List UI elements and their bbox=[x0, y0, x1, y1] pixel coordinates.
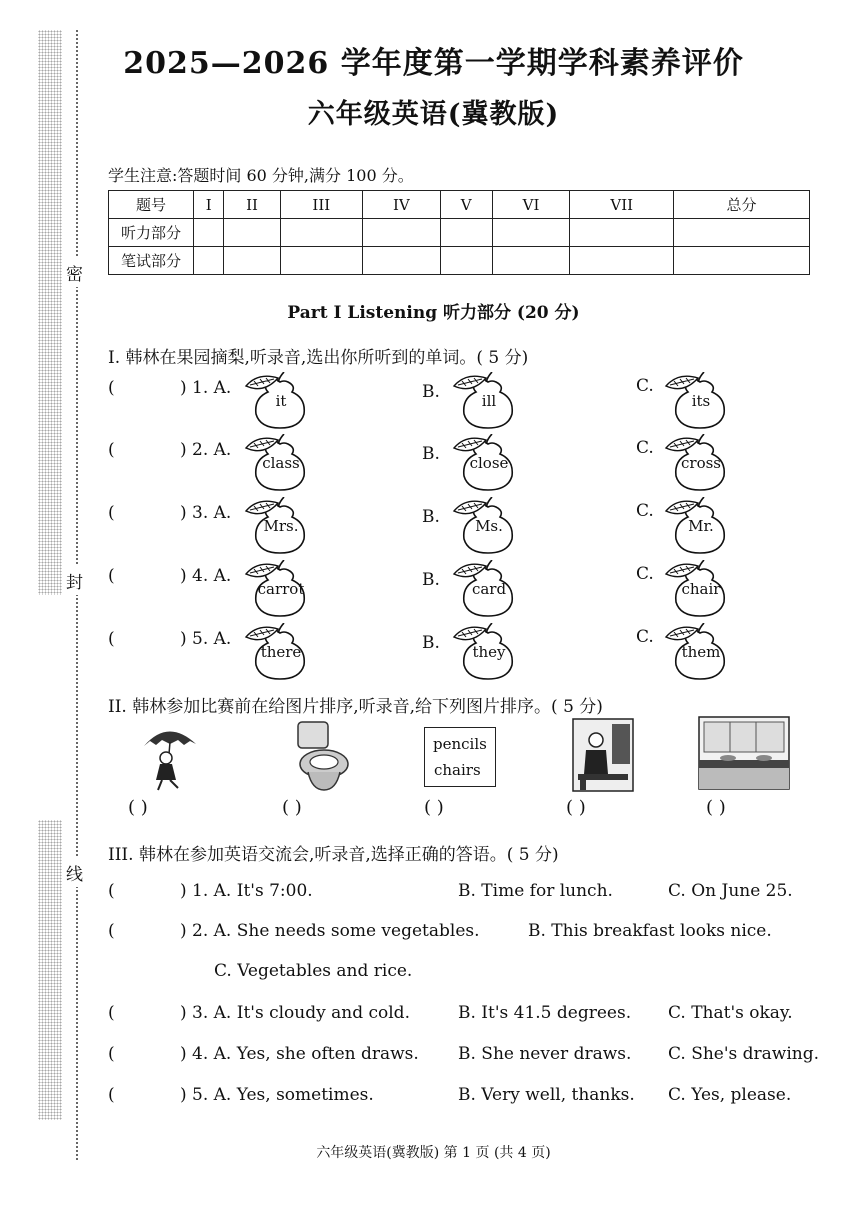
toilet-picture bbox=[288, 718, 352, 798]
q1-3-option-c-pear[interactable] bbox=[664, 497, 730, 553]
pear-word: they bbox=[472, 643, 506, 661]
q1-2-label-c: C. bbox=[636, 438, 654, 458]
table-header-cell: II bbox=[224, 191, 280, 219]
pear-word: ill bbox=[481, 392, 497, 410]
answer-blank-3[interactable]: ( ) bbox=[424, 797, 444, 818]
q1-4-option-b-pear[interactable] bbox=[452, 560, 518, 616]
q1-5-option-c-pear[interactable] bbox=[664, 623, 730, 679]
q3-1-option-c: C. On June 25. bbox=[668, 881, 793, 901]
q1-5-option-b-pear[interactable] bbox=[452, 623, 518, 679]
q3-5-option-a: ) 5. A. Yes, sometimes. bbox=[180, 1085, 374, 1105]
binding-char-mi: 密 bbox=[66, 258, 83, 287]
q3-3-option-c: C. That's okay. bbox=[668, 1003, 793, 1023]
card-word-pencils: pencils bbox=[433, 735, 487, 753]
q3-2-option-c: C. Vegetables and rice. bbox=[214, 961, 413, 981]
score-cell[interactable] bbox=[674, 247, 810, 275]
q3-3-open-paren[interactable]: ( bbox=[108, 1003, 115, 1023]
answer-blank-5[interactable]: ( ) bbox=[706, 797, 726, 818]
score-cell[interactable] bbox=[570, 219, 674, 247]
q1-5-open-paren[interactable]: ( bbox=[108, 629, 115, 649]
q1-5-label-c: C. bbox=[636, 627, 654, 647]
q1-3-number: ) 3. A. bbox=[180, 503, 232, 523]
office-worker-picture bbox=[572, 718, 634, 796]
q1-4-option-c-pear[interactable] bbox=[664, 560, 730, 616]
pear-word: Mr. bbox=[688, 517, 714, 535]
q3-2-open-paren[interactable]: ( bbox=[108, 921, 115, 941]
table-row bbox=[109, 247, 810, 275]
q3-5-open-paren[interactable]: ( bbox=[108, 1085, 115, 1105]
girl-umbrella-picture bbox=[138, 722, 202, 798]
q1-3-option-b-pear[interactable] bbox=[452, 497, 518, 553]
q3-5-option-b: B. Very well, thanks. bbox=[458, 1085, 635, 1105]
table-row-label: 笔试部分 bbox=[109, 247, 194, 275]
table-header-cell: I bbox=[194, 191, 224, 219]
score-cell[interactable] bbox=[492, 247, 570, 275]
q1-3-option-a-pear[interactable] bbox=[244, 497, 310, 553]
q1-4-number: ) 4. A. bbox=[180, 566, 232, 586]
q1-1-option-b-pear[interactable] bbox=[452, 372, 518, 428]
student-notice: 学生注意:答题时间 60 分钟,满分 100 分。 bbox=[108, 166, 414, 185]
pear-word: them bbox=[681, 643, 721, 661]
q3-4-option-b: B. She never draws. bbox=[458, 1044, 632, 1064]
score-cell[interactable] bbox=[674, 219, 810, 247]
score-cell[interactable] bbox=[440, 247, 492, 275]
card-word-chairs: chairs bbox=[434, 761, 481, 779]
q1-5-label-b: B. bbox=[422, 633, 440, 653]
score-cell[interactable] bbox=[440, 219, 492, 247]
q1-5-number: ) 5. A. bbox=[180, 629, 232, 649]
table-row-label: 听力部分 bbox=[109, 219, 194, 247]
q3-3-option-b: B. It's 41.5 degrees. bbox=[458, 1003, 632, 1023]
q1-4-option-a-pear[interactable] bbox=[244, 560, 310, 616]
score-cell[interactable] bbox=[194, 247, 224, 275]
q1-1-open-paren[interactable]: ( bbox=[108, 378, 115, 398]
score-table-header-row bbox=[109, 191, 810, 219]
q1-2-number: ) 2. A. bbox=[180, 440, 232, 460]
exam-subtitle: 六年级英语(冀教版) bbox=[307, 99, 560, 130]
part1-title: Part I Listening 听力部分 (20 分) bbox=[287, 303, 580, 323]
q3-2-option-b: B. This breakfast looks nice. bbox=[528, 921, 772, 941]
answer-blank-1[interactable]: ( ) bbox=[128, 797, 148, 818]
score-table bbox=[108, 190, 810, 275]
q1-2-option-c-pear[interactable] bbox=[664, 434, 730, 490]
q1-3-open-paren[interactable]: ( bbox=[108, 503, 115, 523]
table-header-cell: VII bbox=[570, 191, 674, 219]
table-row bbox=[109, 219, 810, 247]
table-header-cell: III bbox=[280, 191, 362, 219]
q1-4-open-paren[interactable]: ( bbox=[108, 566, 115, 586]
pear-word: close bbox=[469, 454, 509, 472]
exam-title: 2025—2026 学年度第一学期学科素养评价 bbox=[123, 46, 744, 81]
q1-2-option-a-pear[interactable] bbox=[244, 434, 310, 490]
kitchen-picture bbox=[698, 716, 790, 794]
pear-word: it bbox=[275, 392, 287, 410]
pear-word: Mrs. bbox=[263, 517, 299, 535]
score-cell[interactable] bbox=[570, 247, 674, 275]
q1-1-number: ) 1. A. bbox=[180, 378, 232, 398]
table-header-cell: V bbox=[440, 191, 492, 219]
q1-2-open-paren[interactable]: ( bbox=[108, 440, 115, 460]
q3-2-option-a: ) 2. A. She needs some vegetables. bbox=[180, 921, 480, 941]
score-cell[interactable] bbox=[280, 219, 362, 247]
pear-word: class bbox=[262, 454, 300, 472]
q1-1-label-c: C. bbox=[636, 376, 654, 396]
section3-title: III. 韩林在参加英语交流会,听录音,选择正确的答语。( 5 分) bbox=[108, 845, 559, 865]
words-card-picture bbox=[424, 727, 496, 787]
binding-pattern-bottom bbox=[38, 820, 62, 1120]
score-cell[interactable] bbox=[492, 219, 570, 247]
table-header-cell: 总分 bbox=[674, 191, 810, 219]
pear-word: cross bbox=[681, 454, 721, 472]
score-cell[interactable] bbox=[280, 247, 362, 275]
q1-1-label-b: B. bbox=[422, 382, 440, 402]
q1-2-label-b: B. bbox=[422, 444, 440, 464]
q1-3-label-b: B. bbox=[422, 507, 440, 527]
pear-word: its bbox=[691, 392, 711, 410]
score-cell[interactable] bbox=[194, 219, 224, 247]
q1-4-label-b: B. bbox=[422, 570, 440, 590]
q1-2-option-b-pear[interactable] bbox=[452, 434, 518, 490]
q1-4-label-c: C. bbox=[636, 564, 654, 584]
pear-word: carrot bbox=[257, 580, 305, 598]
q1-1-option-c-pear[interactable] bbox=[664, 372, 730, 428]
answer-blank-4[interactable]: ( ) bbox=[566, 797, 586, 818]
q1-3-label-c: C. bbox=[636, 501, 654, 521]
pear-word: there bbox=[260, 643, 302, 661]
q3-4-open-paren[interactable]: ( bbox=[108, 1044, 115, 1064]
q3-5-option-c: C. Yes, please. bbox=[668, 1085, 792, 1105]
score-cell[interactable] bbox=[362, 247, 440, 275]
q3-1-option-b: B. Time for lunch. bbox=[458, 881, 613, 901]
score-cell[interactable] bbox=[224, 247, 280, 275]
q3-4-option-c: C. She's drawing. bbox=[668, 1044, 820, 1064]
q3-4-option-a: ) 4. A. Yes, she often draws. bbox=[180, 1044, 419, 1064]
q1-5-option-a-pear[interactable] bbox=[244, 623, 310, 679]
section1-title: I. 韩林在果园摘梨,听录音,选出你所听到的单词。( 5 分) bbox=[108, 348, 529, 368]
answer-blank-2[interactable]: ( ) bbox=[282, 797, 302, 818]
binding-char-xian: 线 bbox=[66, 858, 83, 887]
q3-1-option-a: ) 1. A. It's 7:00. bbox=[180, 881, 313, 901]
page-footer: 六年级英语(冀教版) 第 1 页 (共 4 页) bbox=[316, 1145, 551, 1161]
table-header-cell: 题号 bbox=[109, 191, 194, 219]
pear-word: Ms. bbox=[475, 517, 503, 535]
q3-3-option-a: ) 3. A. It's cloudy and cold. bbox=[180, 1003, 410, 1023]
q1-1-option-a-pear[interactable] bbox=[244, 372, 310, 428]
score-cell[interactable] bbox=[224, 219, 280, 247]
binding-dotted-line bbox=[76, 30, 78, 1160]
table-header-cell: VI bbox=[492, 191, 570, 219]
section2-title: II. 韩林参加比赛前在给图片排序,听录音,给下列图片排序。( 5 分) bbox=[108, 697, 603, 717]
table-header-cell: IV bbox=[362, 191, 440, 219]
binding-char-feng: 封 bbox=[66, 566, 83, 595]
pear-word: card bbox=[471, 580, 507, 598]
score-cell[interactable] bbox=[362, 219, 440, 247]
pear-word: chair bbox=[681, 580, 721, 598]
q3-1-open-paren[interactable]: ( bbox=[108, 881, 115, 901]
